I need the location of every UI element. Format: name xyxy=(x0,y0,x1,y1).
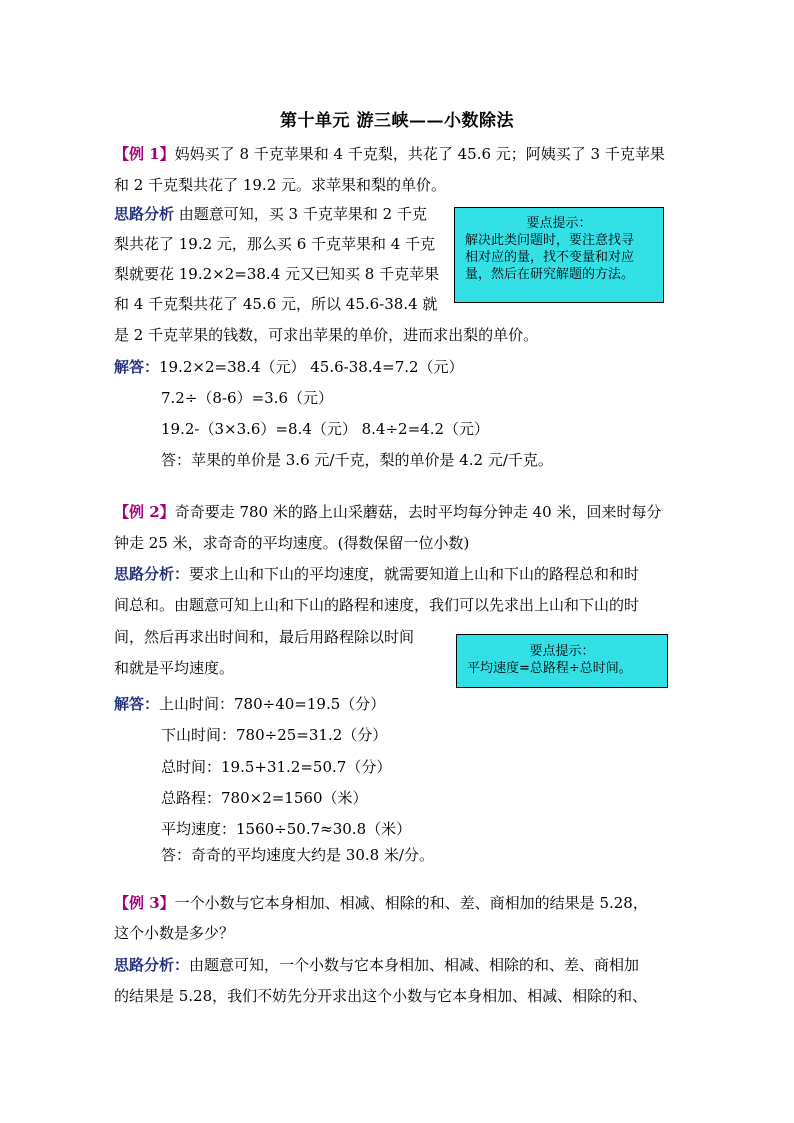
ex1-label: 【例 1】 xyxy=(114,145,175,163)
ex1-analysis-line-3: 梨就要花 19.2×2=38.4 元又已知买 8 千克苹果 xyxy=(114,265,440,283)
ex2-analysis-line-4: 和就是平均速度。 xyxy=(114,659,235,677)
ex2-answer-line-5: 平均速度：1560÷50.7≈30.8（米） xyxy=(161,820,412,838)
ex2-question-line-1: 【例 2】奇奇要走 780 米的路上山采蘑菇，去时平均每分钟走 40 米，回来时每分 xyxy=(114,503,662,521)
ex1-analysis-line-4: 和 4 千克梨共花了 45.6 元，所以 45.6-38.4 就 xyxy=(114,295,438,313)
ex2-tip-line-1: 平均速度=总路程÷总时间。 xyxy=(467,661,632,676)
ex2-tip-box xyxy=(456,634,668,688)
ex2-answer-line-1: 解答：上山时间：780÷40=19.5（分） xyxy=(114,695,386,713)
ex1-question-line-2: 和 2 千克梨共花了 19.2 元。求苹果和梨的单价。 xyxy=(114,176,447,194)
ex1-tip-title: 要点提示： xyxy=(526,216,592,231)
ex1-tip-line-1: 解决此类问题时，要注意找寻 xyxy=(465,233,635,248)
ex2-analysis-line-1: 思路分析：要求上山和下山的平均速度，就需要知道上山和下山的路程总和和时 xyxy=(114,565,640,583)
ex1-answer-label: 解答： xyxy=(114,358,160,376)
ex1-analysis-label: 思路分析 xyxy=(114,205,175,223)
ex3-question-line-2: 这个小数是多少？ xyxy=(114,924,235,942)
ex2-answer-line-6: 答：奇奇的平均速度大约是 30.8 米/分。 xyxy=(161,846,434,864)
ex1-answer-line-1: 解答：19.2×2=38.4（元） 45.6-38.4=7.2（元） xyxy=(114,358,464,376)
ex1-answer-line-3: 19.2-（3×3.6）=8.4（元） 8.4÷2=4.2（元） xyxy=(161,420,490,438)
ex2-analysis-label: 思路分析： xyxy=(114,565,190,583)
ex1-tip-line-2: 相对应的量，找不变量和对应 xyxy=(465,250,635,265)
page-title: 第十单元 游三峡——小数除法 xyxy=(280,111,514,131)
ex1-answer-line-4: 答：苹果的单价是 3.6 元/千克，梨的单价是 4.2 元/千克。 xyxy=(161,451,553,469)
ex2-answer-line-2: 下山时间：780÷25=31.2（分） xyxy=(161,726,388,744)
ex1-analysis-line-1: 思路分析 由题意可知，买 3 千克苹果和 2 千克 xyxy=(114,205,427,223)
ex1-analysis-line-5: 是 2 千克苹果的钱数，可求出苹果的单价，进而求出梨的单价。 xyxy=(114,326,539,344)
ex3-analysis-line-1: 思路分析：由题意可知，一个小数与它本身相加、相减、相除的和、差、商相加 xyxy=(114,956,640,974)
ex3-analysis-line-2: 的结果是 5.28，我们不妨先分开求出这个小数与它本身相加、相减、相除的和、 xyxy=(114,987,648,1005)
ex2-analysis-line-3: 间，然后再求出时间和，最后用路程除以时间 xyxy=(114,628,415,646)
ex1-analysis-line-2: 梨共花了 19.2 元，那么买 6 千克苹果和 4 千克 xyxy=(114,235,436,253)
ex2-tip-title: 要点提示： xyxy=(529,644,595,659)
ex1-question-line-1: 【例 1】妈妈买了 8 千克苹果和 4 千克梨，共花了 45.6 元；阿姨买了 3 千克苹果 xyxy=(114,145,665,163)
ex1-tip-line-3: 量，然后在研究解题的方法。 xyxy=(465,267,635,282)
ex3-question-line-1: 【例 3】一个小数与它本身相加、相减、相除的和、差、商相加的结果是 5.28， xyxy=(114,894,648,912)
ex2-answer-line-4: 总路程：780×2=1560（米） xyxy=(161,789,368,807)
ex2-analysis-line-2: 间总和。由题意可知上山和下山的路程和速度，我们可以先求出上山和下山的时 xyxy=(114,596,640,614)
ex3-analysis-label: 思路分析： xyxy=(114,956,190,974)
ex2-question-line-2: 钟走 25 米，求奇奇的平均速度。(得数保留一位小数) xyxy=(114,534,470,552)
ex2-answer-label: 解答： xyxy=(114,695,160,713)
ex2-answer-line-3: 总时间：19.5+31.2=50.7（分） xyxy=(161,758,392,776)
ex1-answer-line-2: 7.2÷（8-6）=3.6（元） xyxy=(161,389,334,407)
ex1-tip-box xyxy=(454,207,664,303)
ex2-label: 【例 2】 xyxy=(114,503,175,521)
ex3-label: 【例 3】 xyxy=(114,894,175,912)
